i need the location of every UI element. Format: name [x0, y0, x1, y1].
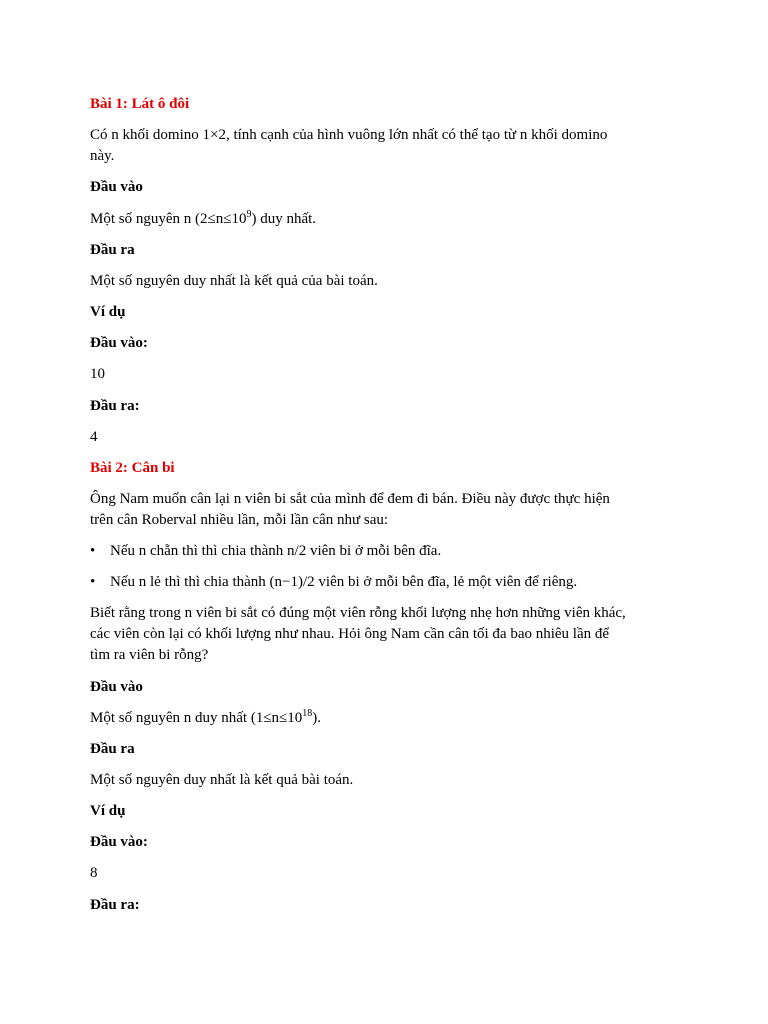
problem1-input-text-before: Một số nguyên n (2≤n≤10	[90, 211, 247, 227]
problem1-input-text	[90, 208, 316, 230]
problem1-output-heading: Đầu ra	[90, 242, 135, 258]
problem2-bullet-text: Nếu n lẻ thì thì chia thành (n−1)/2 viên bi ở mỗi bên đĩa, lẻ một viên để riêng.	[110, 574, 578, 590]
problem1-input-exponent: 9	[246, 209, 252, 220]
problem1-example-heading: Ví dụ	[90, 304, 126, 320]
problem2-input-text-after: ).	[312, 710, 322, 726]
problem1-input-text-after: ) duy nhất.	[251, 211, 317, 227]
problem2-bullet-text: Nếu n chẵn thì thì chia thành n/2 viên bi ở mỗi bên đĩa.	[110, 543, 442, 559]
problem1-example-output-value: 4	[90, 429, 98, 445]
problem2-title: Bài 2: Cân bi	[90, 460, 175, 476]
problem2-question-line3: tìm ra viên bi rỗng?	[90, 647, 209, 663]
problem2-input-text-before: Một số nguyên n duy nhất (1≤n≤10	[90, 710, 303, 726]
bullet-icon: •	[90, 543, 96, 559]
problem2-bullet-item	[90, 540, 442, 562]
problem1-output-text: Một số nguyên duy nhất là kết quả của bài toán.	[90, 273, 378, 289]
problem1-description-line1: Có n khối domino 1×2, tính cạnh của hình vuông lớn nhất có thể tạo từ n khối domino	[90, 127, 608, 143]
document-page	[90, 0, 690, 1024]
problem1-description-line2: này.	[90, 148, 115, 164]
problem2-output-heading: Đầu ra	[90, 741, 135, 757]
problem2-description-line1: Ông Nam muốn cân lại n viên bi sắt của mình để đem đi bán. Điều này được thực hiện	[90, 491, 610, 507]
problem2-question-line2: các viên còn lại có khối lượng như nhau. Hỏi ông Nam cần cân tối đa bao nhiêu lần để	[90, 626, 610, 642]
problem2-input-heading: Đầu vào	[90, 679, 143, 695]
problem2-example-input-label: Đầu vào:	[90, 834, 148, 850]
problem2-input-exponent: 18	[302, 708, 313, 719]
problem2-example-heading: Ví dụ	[90, 803, 126, 819]
problem2-question-line1: Biết rằng trong n viên bi sắt có đúng một viên rỗng khối lượng nhẹ hơn những viên khác,	[90, 605, 626, 621]
problem2-bullet-item	[90, 571, 578, 593]
problem2-description-line2: trên cân Roberval nhiều lần, mỗi lần cân như sau:	[90, 512, 389, 528]
problem2-input-text	[90, 707, 321, 729]
problem1-example-input-label: Đầu vào:	[90, 335, 148, 351]
problem1-example-input-value: 10	[90, 366, 105, 382]
problem2-output-text: Một số nguyên duy nhất là kết quả bài toán.	[90, 772, 354, 788]
problem2-example-input-value: 8	[90, 865, 98, 881]
bullet-icon: •	[90, 574, 96, 590]
problem1-input-heading: Đầu vào	[90, 179, 143, 195]
problem1-title: Bài 1: Lát ô đôi	[90, 96, 190, 112]
problem1-example-output-label: Đầu ra:	[90, 398, 140, 414]
problem2-example-output-label: Đầu ra:	[90, 897, 140, 913]
